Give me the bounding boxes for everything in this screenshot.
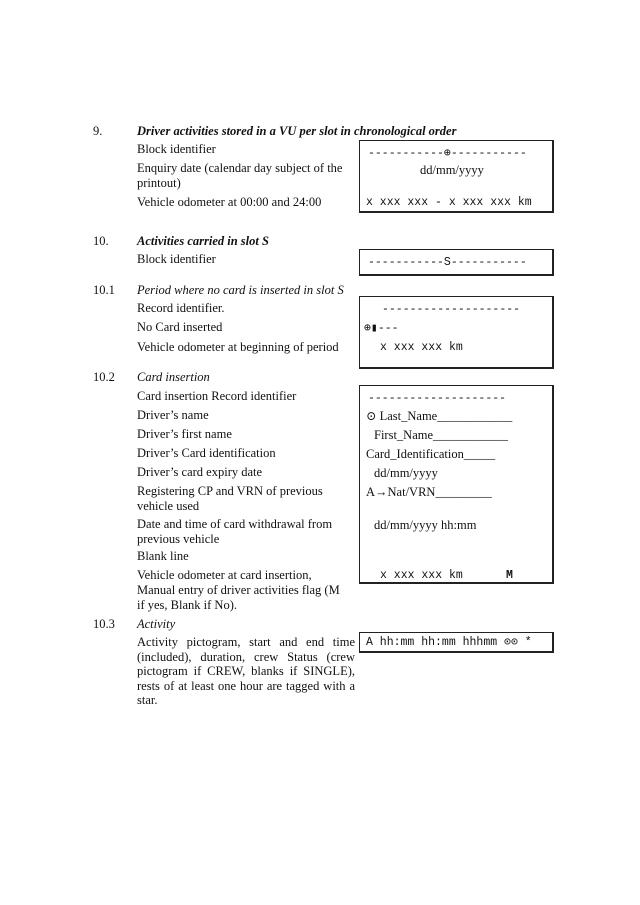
section-10-3-title: Activity [137, 617, 176, 631]
s103-activity-description: Activity pictogram, start and end time (included), duration, crew Status (crew pictogram if CREW, blanks if SINGLE), rests of at least one hour are tagged with a star. [137, 635, 355, 707]
s101-label-odometer: Vehicle odometer at beginning of period [137, 340, 339, 354]
s101-box-record-line: -------------------- [382, 303, 521, 316]
s10-box-block-line: -----------S----------- [368, 256, 527, 269]
s102-box-odometer: x xxx xxx km [380, 569, 463, 582]
s102-label-card-expiry: Driver’s card expiry date [137, 465, 263, 479]
s9-label-enquiry-date: Enquiry date (calendar day subject of the printout) [137, 161, 343, 190]
s9-label-vehicle-odometer: Vehicle odometer at 00:00 and 24:00 [137, 195, 322, 209]
s101-box-odometer: x xxx xxx km [380, 341, 463, 354]
s102-label-drivers-first-name: Driver’s first name [137, 427, 232, 441]
s101-box-no-card-pictogram: ⊕▮--- [364, 322, 399, 335]
s102-label-record-identifier: Card insertion Record identifier [137, 389, 297, 403]
s102-box-expiry-date: dd/mm/yyyy [374, 466, 438, 480]
s102-label-card-identification: Driver’s Card identification [137, 446, 276, 460]
s102-printout-box [359, 385, 554, 584]
s102-label-drivers-name: Driver’s name [137, 408, 209, 422]
section-10-3-number: 10.3 [93, 617, 115, 631]
s102-box-card-identification: Card_Identification_____ [366, 447, 496, 461]
s102-box-manual-flag: M [506, 569, 513, 582]
section-9-title: Driver activities stored in a VU per slot in chronological order [137, 124, 457, 138]
s10-printout-box [359, 249, 554, 276]
s102-box-last-name: ⊙ Last_Name____________ [366, 409, 513, 423]
s101-printout-box [359, 296, 554, 369]
s103-box-activity-line: A hh:mm hh:mm hhhmm ⊙⊙ * [366, 636, 532, 649]
section-10-number: 10. [93, 234, 109, 248]
s102-label-registering-cp: Registering CP and VRN of previous vehicle used [137, 484, 323, 513]
s9-box-odometer: x xxx xxx - x xxx xxx km [366, 196, 532, 209]
s102-box-nat-vrn: A→Nat/VRN_________ [366, 485, 492, 499]
s102-label-odometer-manual-flag: Vehicle odometer at card insertion, Manual entry of driver activities flag (M if yes, Blank if No). [137, 568, 340, 612]
s101-label-record-identifier: Record identifier. [137, 301, 225, 315]
s9-box-block-line: -----------⊕----------- [368, 147, 527, 160]
s103-printout-box [359, 632, 554, 653]
s102-label-card-withdrawal: Date and time of card withdrawal from previous vehicle [137, 517, 333, 546]
s101-label-no-card: No Card inserted [137, 320, 223, 334]
s9-label-block-identifier: Block identifier [137, 142, 216, 156]
s9-printout-box [359, 140, 554, 213]
s102-box-record-line: -------------------- [368, 392, 507, 405]
s10-label-block-identifier: Block identifier [137, 252, 216, 266]
section-10-2-number: 10.2 [93, 370, 115, 384]
section-10-title: Activities carried in slot S [137, 234, 269, 248]
section-10-1-title: Period where no card is inserted in slot S [137, 283, 344, 297]
s102-box-first-name: First_Name____________ [374, 428, 509, 442]
section-10-1-number: 10.1 [93, 283, 115, 297]
s102-box-withdrawal-datetime: dd/mm/yyyy hh:mm [374, 518, 477, 532]
s9-box-date: dd/mm/yyyy [420, 163, 484, 177]
section-9-number: 9. [93, 124, 103, 138]
s102-label-blank-line: Blank line [137, 549, 189, 563]
section-10-2-title: Card insertion [137, 370, 210, 384]
